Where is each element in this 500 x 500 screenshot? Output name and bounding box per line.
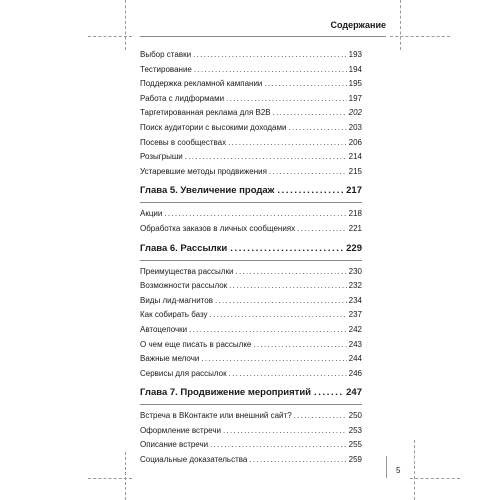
leader-dots [297,222,347,237]
toc-entry[interactable] [140,438,362,453]
chapter-rule [140,260,362,261]
chapter-rule [140,404,362,405]
toc-entry-label: Тестирование [140,64,192,74]
leader-dots [273,106,347,121]
toc-entry-label: Виды лид-магнитов [140,295,213,305]
crop-mark-bottom-right [410,478,460,479]
toc-entry[interactable] [140,323,362,338]
leader-dots [253,338,346,353]
toc-entry-label: Встреча в ВКонтакте или внешний сайт? [140,411,292,421]
page-number: 5 [396,466,401,475]
leader-dots [229,279,346,294]
toc-entry-page: 259 [348,455,362,465]
toc-entry[interactable] [140,92,362,107]
toc-entry-page: 193 [348,50,362,59]
toc-entry-page: 253 [348,425,362,435]
chapter-title: Глава 7. Продвижение мероприятий [140,387,312,399]
toc-entry-label: Социальные доказательства [140,455,248,465]
crop-mark-top-right [390,36,450,37]
toc-entry[interactable] [140,207,362,222]
toc-entry-page: 243 [348,339,362,349]
toc-entry[interactable] [140,150,362,165]
toc-entry-label: Акции [140,209,163,219]
toc-section [140,182,362,236]
toc-entry-label: Оформление встречи [140,425,221,435]
toc-entry-page: 244 [348,354,362,364]
crop-mark-right-bottom [414,440,415,500]
crop-mark-left-bottom [125,452,126,500]
leader-dots [194,63,347,78]
toc-entry-label: Работа с лидформами [140,93,225,103]
toc-entry[interactable] [140,424,362,439]
toc-section [140,384,362,467]
footer-rule [386,456,387,478]
leader-dots [164,207,346,222]
chapter-heading[interactable] [140,240,362,258]
toc-entry[interactable] [140,294,362,309]
leader-dots [288,121,346,136]
toc-entry-label: Преимущества рассылки [140,266,234,276]
leader-dots [228,136,347,151]
leader-dots [223,424,347,439]
toc-entry-page: 203 [348,122,362,132]
toc-entry-label: Автоцепочки [140,324,188,334]
crop-mark-bottom-left [88,478,132,479]
toc-entry-label: Розыгрыши [140,152,183,162]
chapter-title: Глава 5. Увеличение продаж [140,185,275,197]
toc-entry-label: О чем еще писать в рассылке [140,339,252,349]
toc-entry[interactable] [140,63,362,78]
toc-entry-page: 195 [348,79,362,89]
chapter-page: 247 [346,387,362,399]
toc-entry-page: 232 [348,281,362,291]
toc-entry-page: 230 [348,266,362,276]
toc-entry-label: Таргетированная реклама для B2B [140,108,271,118]
crop-mark-right-top [400,0,401,50]
toc-entry[interactable] [140,77,362,92]
leader-dots [230,240,343,258]
toc-entry-page: 250 [348,411,362,421]
leader-dots [226,92,347,107]
toc-entry-page: 234 [348,295,362,305]
toc-entry[interactable] [140,48,362,63]
toc-entry-label: Поддержка рекламной кампании [140,79,263,89]
crop-mark-top-left [88,36,132,37]
toc-entry[interactable] [140,121,362,136]
toc-entry-label: Поиск аудитории с высокими доходами [140,122,287,132]
toc-entry-page: 218 [348,209,362,219]
leader-dots [277,182,343,200]
leader-dots [215,294,347,309]
toc-section [140,240,362,382]
leader-dots [189,323,347,338]
toc-entry-label: Сервисы для рассылок [140,368,227,378]
toc-entry[interactable] [140,367,362,382]
toc-entry-label: Устаревшие методы продвижения [140,166,267,176]
table-of-contents [140,48,362,468]
chapter-rule [140,202,362,203]
toc-entry-page: 255 [348,440,362,450]
toc-entry[interactable] [140,136,362,151]
toc-entry-label: Выбор ставки [140,50,192,59]
chapter-heading[interactable] [140,182,362,200]
chapter-page: 229 [346,242,362,254]
toc-entry-page: 202 [348,108,362,118]
leader-dots [210,438,347,453]
leader-dots [201,352,346,367]
toc-entry-label: Посевы в сообществах [140,137,227,147]
toc-entry-label: Обработка заказов в личных сообщениях [140,223,296,233]
toc-section [140,48,362,179]
leader-dots [249,453,346,468]
toc-entry-page: 197 [348,93,362,103]
toc-entry-page: 221 [348,223,362,233]
leader-dots [264,77,346,92]
chapter-title: Глава 6. Рассылки [140,242,228,254]
toc-entry[interactable] [140,265,362,280]
toc-entry-label: Как собирать базу [140,310,208,320]
header-rule [140,36,386,37]
toc-entry-label: Важные мелочи [140,354,200,364]
toc-entry[interactable] [140,409,362,424]
toc-entry[interactable] [140,453,362,468]
leader-dots [235,265,346,280]
toc-entry-label: Возможности рассылок [140,281,228,291]
leader-dots [193,48,347,63]
leader-dots [269,165,347,180]
toc-entry-page: 246 [348,368,362,378]
toc-entry[interactable] [140,308,362,323]
leader-dots [314,384,343,402]
toc-entry-page: 242 [348,324,362,334]
chapter-heading[interactable] [140,384,362,402]
toc-entry[interactable] [140,165,362,180]
leader-dots [210,308,347,323]
toc-entry[interactable] [140,222,362,237]
toc-entry[interactable] [140,352,362,367]
toc-entry-label: Описание встречи [140,440,209,450]
toc-entry[interactable] [140,279,362,294]
crop-mark-left-top [125,0,126,50]
leader-dots [185,150,347,165]
running-header: Содержание [330,20,386,30]
toc-entry-page: 237 [348,310,362,320]
toc-entry-page: 206 [348,137,362,147]
leader-dots [294,409,347,424]
chapter-page: 217 [346,185,362,197]
toc-entry-page: 215 [348,166,362,176]
leader-dots [229,367,347,382]
toc-entry[interactable] [140,106,362,121]
toc-entry-page: 214 [348,152,362,162]
toc-entry-page: 194 [348,64,362,74]
toc-entry[interactable] [140,338,362,353]
